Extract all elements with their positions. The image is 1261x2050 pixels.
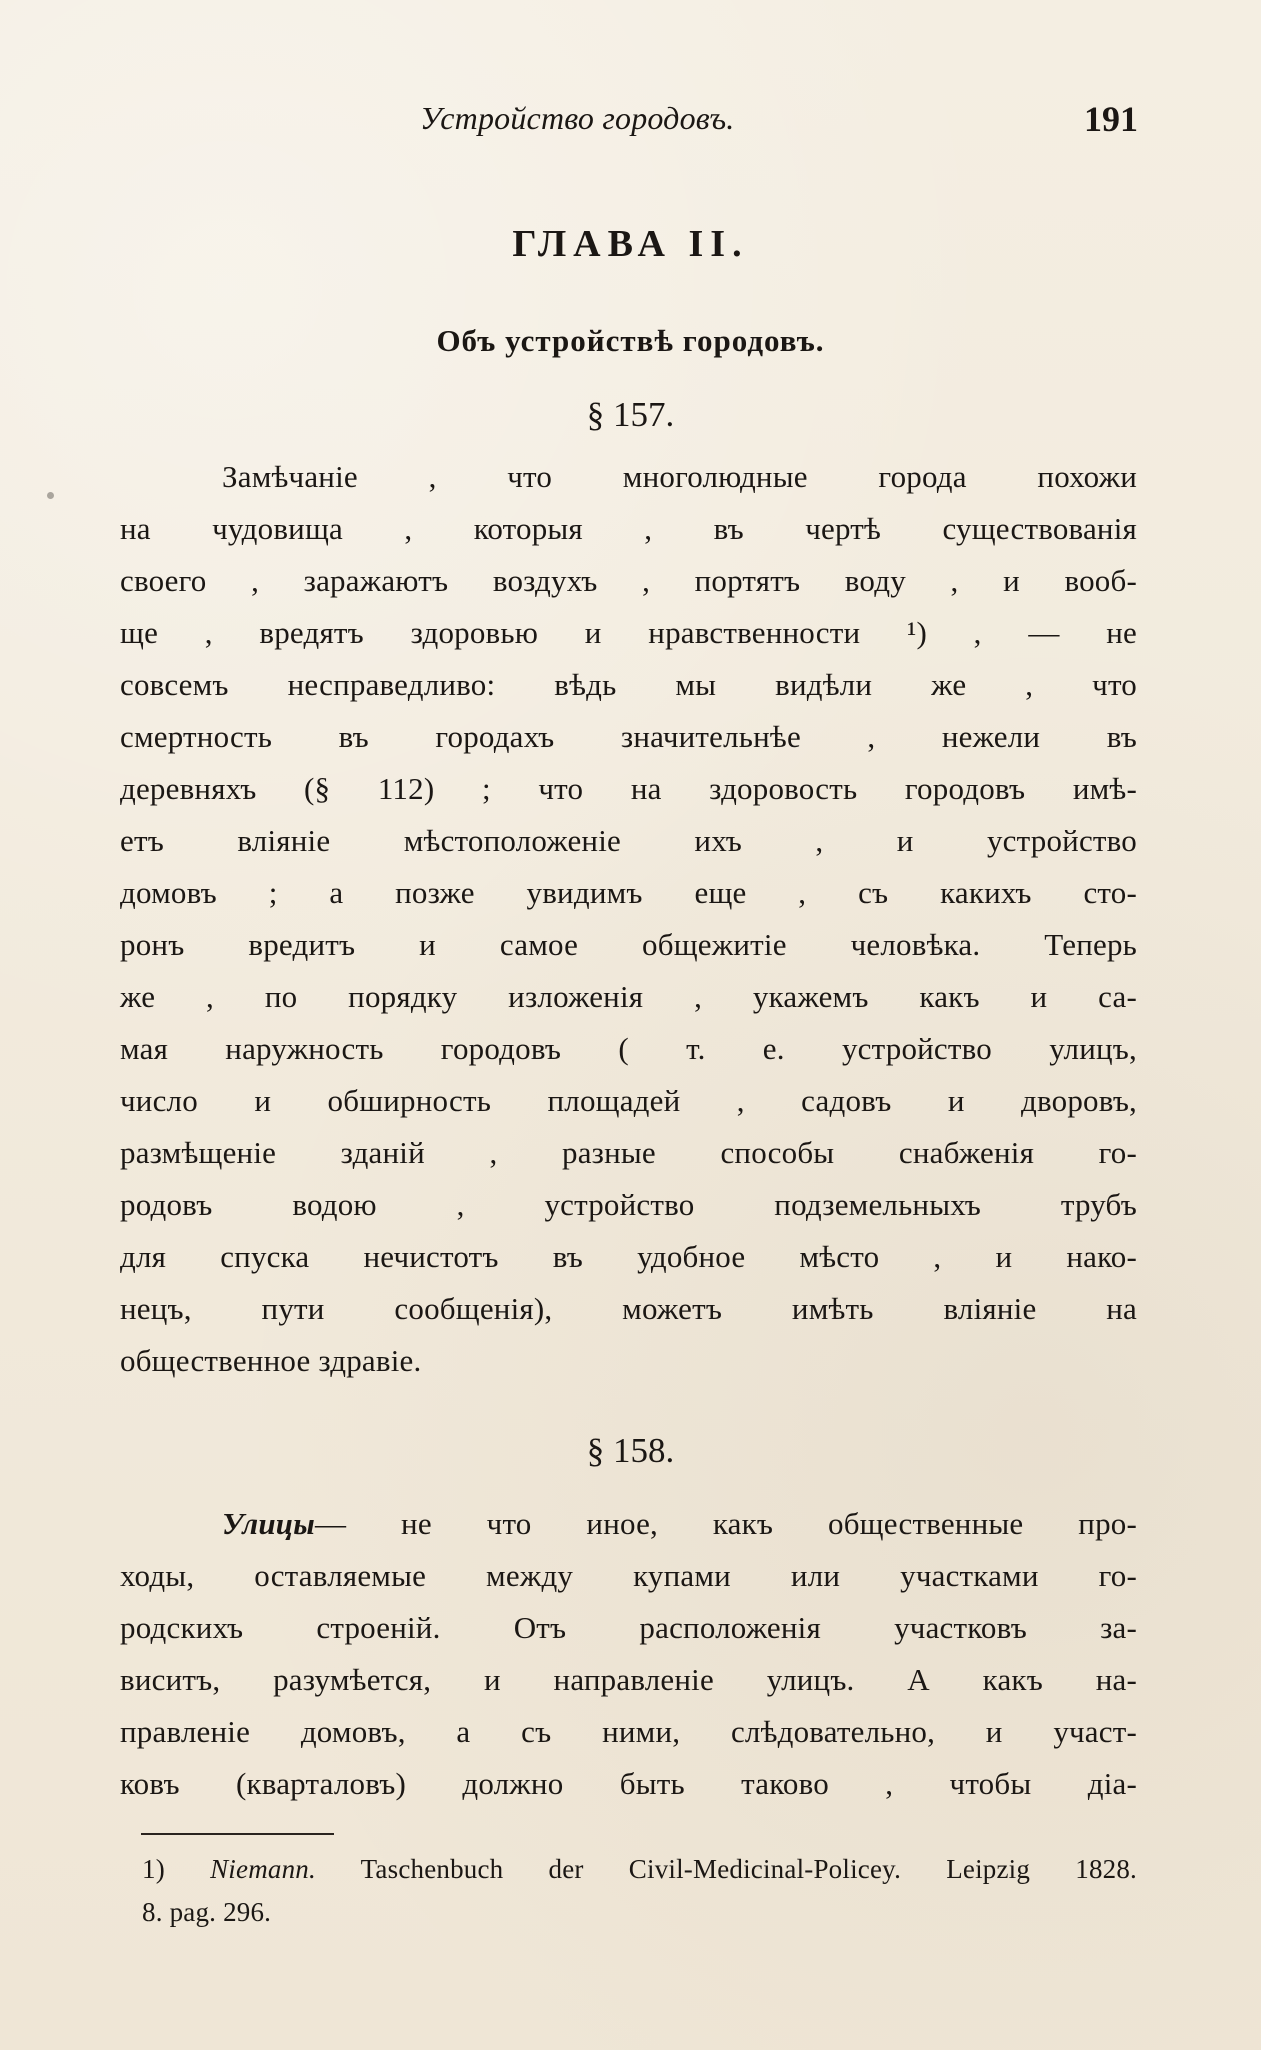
footnote-marker: 1) — [142, 1854, 165, 1884]
text-line: же , по порядку изложенія , укажемъ какъ и са- — [120, 979, 1137, 1014]
text-line: на чудовища , которыя , въ чертѣ существованія — [120, 511, 1137, 546]
footnote-author: Niemann. — [210, 1854, 316, 1884]
text-line: общественное здравіе. — [120, 1343, 422, 1378]
chapter-subtitle: Объ устройствѣ городовъ. — [436, 323, 825, 358]
section-157-paragraph — [120, 451, 1137, 1387]
text-line: мая наружность городовъ ( т. е. устройство улицъ, — [120, 1031, 1137, 1066]
text-line: ще , вредятъ здоровью и нравственности ¹) , — не — [120, 615, 1137, 650]
text-line: деревняхъ (§ 112) ; что на здоровость городовъ имѣ- — [120, 771, 1137, 806]
lead-word: Улицы — [222, 1506, 315, 1541]
footnote-line: 8. pag. 296. — [142, 1897, 272, 1927]
footnotes — [142, 1848, 1137, 1934]
text-line: своего , заражаютъ воздухъ , портятъ воду , и вооб- — [120, 563, 1137, 598]
section-158-paragraph — [120, 1498, 1137, 1810]
text-line: ронъ вредитъ и самое общежитіе человѣка. Теперь — [120, 927, 1137, 962]
text-line: смертность въ городахъ значительнѣе , нежели въ — [120, 719, 1137, 754]
text-line: родовъ водою , устройство подземельныхъ трубъ — [120, 1187, 1137, 1222]
section-157-heading: § 157. — [586, 395, 675, 434]
text-line: совсемъ несправедливо: вѣдь мы видѣли же , что — [120, 667, 1137, 702]
chapter-title: ГЛАВА II. — [512, 223, 749, 265]
text-line: ковъ (кварталовъ) должно быть таково , чтобы діа- — [120, 1766, 1137, 1801]
text-line: домовъ ; а позже увидимъ еще , съ какихъ сто- — [120, 875, 1137, 910]
text-line — [120, 1498, 1137, 1550]
text-line: Замѣчаніе , что многолюдные города похожи — [222, 459, 1137, 494]
text-line: етъ вліяніе мѣстоположеніе ихъ , и устройство — [120, 823, 1137, 858]
running-head — [120, 98, 1138, 148]
text-line: виситъ, разумѣется, и направленіе улицъ. А какъ на- — [120, 1662, 1137, 1697]
text-line: число и обширность площадей , садовъ и дворовъ, — [120, 1083, 1137, 1118]
page-number: 191 — [1084, 99, 1138, 139]
footnote-line — [142, 1848, 1137, 1891]
section-158-heading: § 158. — [586, 1431, 675, 1470]
text-line: ходы, оставляемые между купами или участками го- — [120, 1558, 1137, 1593]
running-title: Устройство городовъ. — [420, 100, 735, 136]
first-line-rest: — не что иное, какъ общественные про- — [314, 1506, 1137, 1541]
text-line: нецъ, пути сообщенія), можетъ имѣть вліяніе на — [120, 1291, 1137, 1326]
footnote-divider — [141, 1833, 334, 1835]
text-line: правленіе домовъ, а съ ними, слѣдовательно, и участ- — [120, 1714, 1137, 1749]
footnote-text: Taschenbuch der Civil-Medicinal-Policey. Leipzig 1828. — [360, 1854, 1138, 1884]
margin-mark — [47, 492, 54, 499]
text-line: родскихъ строеній. Отъ расположенія участковъ за- — [120, 1610, 1137, 1645]
text-line: размѣщеніе зданій , разные способы снабженія го- — [120, 1135, 1137, 1170]
text-line: для спуска нечистотъ въ удобное мѣсто , и нако- — [120, 1239, 1137, 1274]
